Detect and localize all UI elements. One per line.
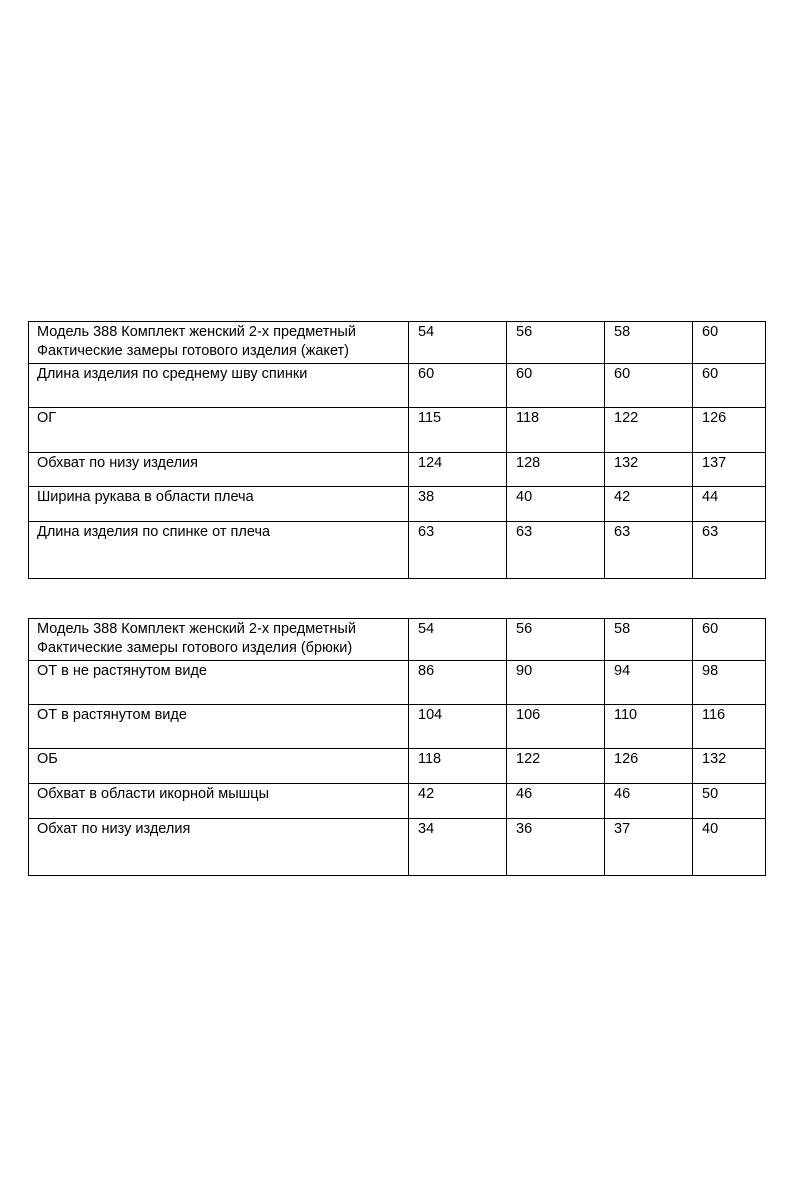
- value-cell: 106: [507, 705, 605, 749]
- value-cell: 118: [507, 408, 605, 453]
- value-cell: 46: [605, 784, 693, 819]
- measurements-subtitle: Фактические замеры готового изделия (жакет): [37, 343, 349, 359]
- value-cell: 116: [693, 705, 766, 749]
- size-header-cell: 58: [605, 322, 693, 364]
- value-cell: 63: [605, 522, 693, 579]
- value-cell: 63: [409, 522, 507, 579]
- value-cell: 42: [409, 784, 507, 819]
- value-cell: 42: [605, 487, 693, 522]
- value-cell: 137: [693, 453, 766, 487]
- value-cell: 118: [409, 749, 507, 784]
- value-cell: 110: [605, 705, 693, 749]
- value-cell: 132: [605, 453, 693, 487]
- table-row: [29, 408, 766, 453]
- value-cell: 63: [507, 522, 605, 579]
- value-cell: 50: [693, 784, 766, 819]
- row-label-cell: Ширина рукава в области плеча: [29, 487, 409, 522]
- row-label-cell: Обхват по низу изделия: [29, 453, 409, 487]
- table-row: [29, 705, 766, 749]
- value-cell: 37: [605, 819, 693, 876]
- value-cell: 63: [693, 522, 766, 579]
- row-label-cell: ОБ: [29, 749, 409, 784]
- value-cell: 104: [409, 705, 507, 749]
- value-cell: 126: [693, 408, 766, 453]
- value-cell: 90: [507, 661, 605, 705]
- size-header-cell: 56: [507, 322, 605, 364]
- value-cell: 34: [409, 819, 507, 876]
- table-row: [29, 749, 766, 784]
- table-row: [29, 522, 766, 579]
- row-label-cell: ОГ: [29, 408, 409, 453]
- value-cell: 122: [507, 749, 605, 784]
- value-cell: 115: [409, 408, 507, 453]
- value-cell: 36: [507, 819, 605, 876]
- table-row: [29, 453, 766, 487]
- value-cell: 94: [605, 661, 693, 705]
- trousers-measurements-table: [28, 618, 766, 876]
- table-header-row: [29, 619, 766, 661]
- value-cell: 60: [693, 364, 766, 408]
- value-cell: 86: [409, 661, 507, 705]
- jacket-measurements-table: [28, 321, 766, 579]
- value-cell: 132: [693, 749, 766, 784]
- size-header-cell: 58: [605, 619, 693, 661]
- row-label-cell: Обхват в области икорной мышцы: [29, 784, 409, 819]
- header-label-cell: [29, 619, 409, 661]
- size-header-cell: 54: [409, 322, 507, 364]
- row-label-cell: Длина изделия по спинке от плеча: [29, 522, 409, 579]
- value-cell: 46: [507, 784, 605, 819]
- size-header-cell: 60: [693, 322, 766, 364]
- model-title: Модель 388 Комплект женский 2-х предметный: [37, 621, 356, 637]
- value-cell: 40: [693, 819, 766, 876]
- value-cell: 40: [507, 487, 605, 522]
- size-header-cell: 60: [693, 619, 766, 661]
- row-label-cell: ОТ в растянутом виде: [29, 705, 409, 749]
- header-label-cell: [29, 322, 409, 364]
- value-cell: 60: [507, 364, 605, 408]
- table-row: [29, 364, 766, 408]
- value-cell: 126: [605, 749, 693, 784]
- model-title: Модель 388 Комплект женский 2-х предметный: [37, 324, 356, 340]
- measurements-subtitle: Фактические замеры готового изделия (брюки): [37, 640, 353, 656]
- value-cell: 128: [507, 453, 605, 487]
- value-cell: 98: [693, 661, 766, 705]
- table-row: [29, 661, 766, 705]
- row-label-cell: Длина изделия по среднему шву спинки: [29, 364, 409, 408]
- value-cell: 60: [409, 364, 507, 408]
- size-header-cell: 54: [409, 619, 507, 661]
- value-cell: 44: [693, 487, 766, 522]
- table-row: [29, 487, 766, 522]
- value-cell: 124: [409, 453, 507, 487]
- value-cell: 122: [605, 408, 693, 453]
- value-cell: 60: [605, 364, 693, 408]
- row-label-cell: ОТ в не растянутом виде: [29, 661, 409, 705]
- row-label-cell: Обхат по низу изделия: [29, 819, 409, 876]
- table-header-row: [29, 322, 766, 364]
- size-header-cell: 56: [507, 619, 605, 661]
- value-cell: 38: [409, 487, 507, 522]
- table-row: [29, 819, 766, 876]
- table-row: [29, 784, 766, 819]
